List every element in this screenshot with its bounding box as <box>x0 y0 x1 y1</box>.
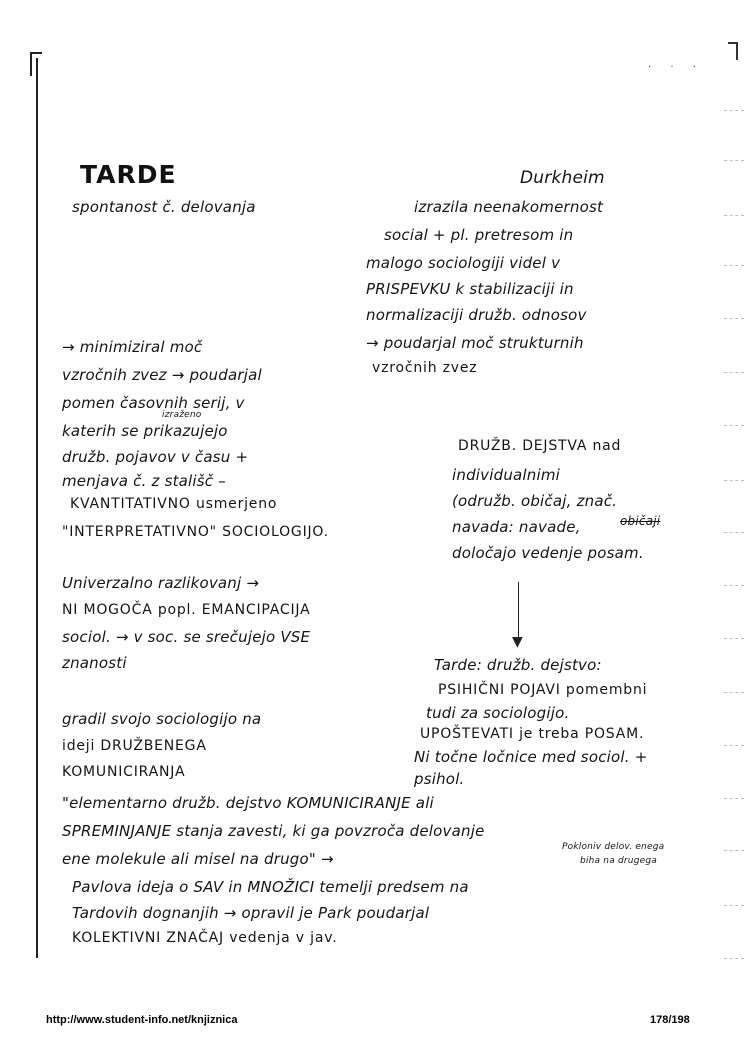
note-line: Pavlova ideja o SAV in MNOŽICI temelji predsem na <box>72 878 469 896</box>
note-line: tudi za sociologijo. <box>426 704 570 722</box>
note-line: navada: navade, <box>452 518 581 536</box>
note-line: PSIHIČNI POJAVI pomembni <box>438 682 648 698</box>
note-line: Ni točne ločnice med sociol. + <box>414 748 648 766</box>
down-arrow-icon: ▼ <box>512 634 523 650</box>
note-line: "elementarno družb. dejstvo KOMUNICIRANJE ali <box>62 794 434 812</box>
note-line: individualnimi <box>452 466 561 484</box>
note-line: KOMUNICIRANJA <box>62 764 186 780</box>
note-title: TARDE <box>80 160 177 189</box>
note-line: psihol. <box>414 770 465 788</box>
footer-url: http://www.student-info.net/knjiznica <box>46 1014 238 1026</box>
note-line: vzročnih zvez <box>372 360 478 376</box>
note-line: izrazila neenakomernost <box>414 198 604 216</box>
superscript-note: izraženo <box>162 410 202 420</box>
note-line: "INTERPRETATIVNO" SOCIOLOGIJO. <box>62 524 329 540</box>
note-line: UPOŠTEVATI je treba POSAM. <box>420 726 645 742</box>
note-line: Univerzalno razlikovanj → <box>62 574 260 592</box>
note-subtitle: spontanost č. delovanja <box>72 198 256 216</box>
ruled-tick <box>724 215 744 217</box>
ruled-tick <box>724 265 744 267</box>
ruled-tick <box>724 638 744 640</box>
note-line: Tarde: družb. dejstvo: <box>434 656 602 674</box>
note-line: NI MOGOČA popl. EMANCIPACIJA <box>62 602 311 618</box>
note-line: gradil svojo sociologijo na <box>62 710 262 728</box>
note-line: social + pl. pretresom in <box>384 226 574 244</box>
ruled-tick <box>724 425 744 427</box>
down-arrow-shaft <box>518 582 519 638</box>
note-line: družb. pojavov v času + <box>62 448 249 466</box>
note-line: KOLEKTIVNI ZNAČAJ vedenja v jav. <box>72 930 338 946</box>
note-line: → minimiziral moč <box>62 338 203 356</box>
note-line: ideji DRUŽBENEGA <box>62 738 207 754</box>
ruled-tick <box>724 480 744 482</box>
scan-specks: · · · <box>648 62 704 73</box>
ruled-tick <box>724 532 744 534</box>
note-line: SPREMINJANJE stanja zavesti, ki ga povzroča delovanje <box>62 822 485 840</box>
note-line: sociol. → v soc. se srečujejo VSE <box>62 628 311 646</box>
struck-word: običaji <box>620 514 661 528</box>
ruled-tick <box>724 110 744 112</box>
ruled-tick <box>724 905 744 907</box>
ruled-tick <box>724 372 744 374</box>
ruled-tick <box>724 958 744 960</box>
margin-line <box>36 58 38 958</box>
note-line: normalizaciji družb. odnosov <box>366 306 587 324</box>
ruled-tick <box>724 160 744 162</box>
page-corner-mark <box>30 52 42 76</box>
note-line: PRISPEVKU k stabilizaciji in <box>366 280 574 298</box>
note-line: KVANTITATIVNO usmerjeno <box>70 496 278 512</box>
note-line: DRUŽB. DEJSTVA nad <box>458 438 622 454</box>
note-line: → poudarjal moč strukturnih <box>366 334 584 352</box>
side-note: biha na drugega <box>580 856 657 866</box>
ruled-tick <box>724 692 744 694</box>
note-line: ene molekule ali misel na drugo" → <box>62 850 334 868</box>
note-line: menjava č. z stališč – <box>62 472 226 490</box>
note-line: znanosti <box>62 654 127 672</box>
page-corner-mark-right <box>728 42 738 60</box>
note-line: pomen časovnih serij, v <box>62 394 245 412</box>
side-note: Pokloniv delov. enega <box>562 842 665 852</box>
note-line: vzročnih zvez → poudarjal <box>62 366 262 384</box>
ruled-tick <box>724 745 744 747</box>
note-line: Tardovih dognanjih → opravil je Park poudarjal <box>72 904 430 922</box>
ruled-tick <box>724 585 744 587</box>
durkheim-heading: Durkheim <box>520 168 605 188</box>
page-number: 178/198 <box>650 1014 690 1026</box>
note-line: (odružb. običaj, znač. <box>452 492 618 510</box>
note-line: katerih se prikazujejo <box>62 422 228 440</box>
note-line: določajo vedenje posam. <box>452 544 644 562</box>
ruled-tick <box>724 798 744 800</box>
ruled-tick <box>724 318 744 320</box>
ruled-tick <box>724 850 744 852</box>
note-line: malogo sociologiji videl v <box>366 254 561 272</box>
